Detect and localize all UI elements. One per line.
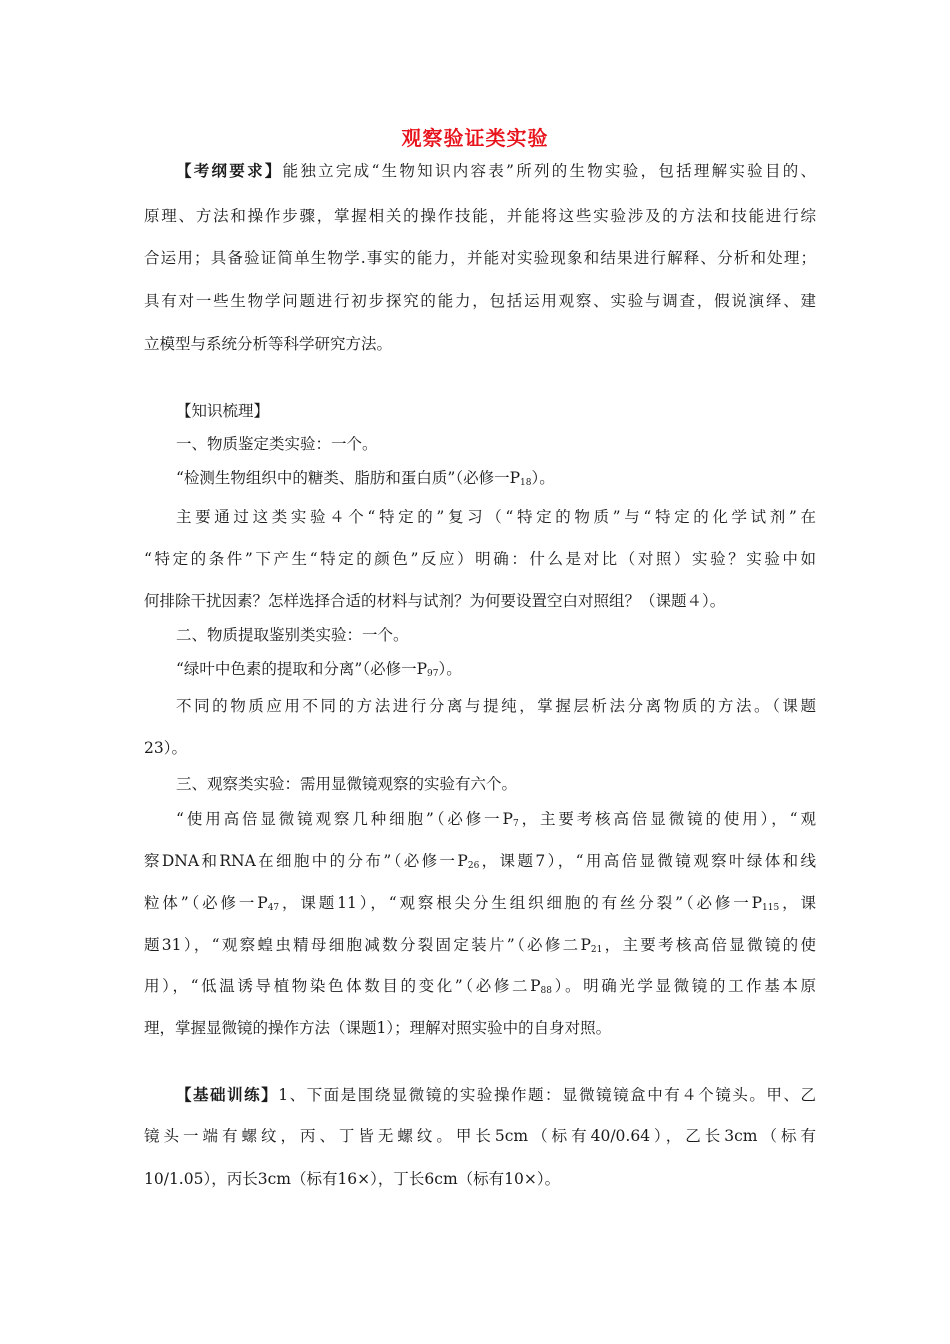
jichu-label: 【基础训练】: [176, 1085, 279, 1104]
jichu-line-3: 10/1.05），丙长3cm（标有16×），丁长6cm（标有10×）。: [144, 1170, 561, 1188]
section-3-line-2: [144, 850, 816, 872]
exp-text: “绿叶中色素的提取和分离”（必修一P: [176, 660, 428, 678]
jichu-line-1: [176, 1084, 816, 1106]
section-2-para-1: 不同的物质应用不同的方法进行分离与提纯，掌握层析法分离物质的方法。（课题: [176, 697, 816, 715]
exp-text: ，主要考核高倍显微镜的使用），“观: [518, 810, 816, 828]
exp-text: ）。: [438, 660, 462, 678]
zhishi-label: 【知识梳理】: [176, 402, 270, 420]
exp-text: ，课: [779, 894, 816, 912]
section-3-heading: 三、观察类实验：需用显微镜观察的实验有六个。: [176, 775, 518, 793]
exp-text: “使用高倍显微镜观察几种细胞”（必修一P: [176, 810, 513, 828]
jichu-text-1: 1、下面是围绕显微镜的实验操作题：显微镜镜盒中有４个镜头。甲、乙: [278, 1086, 816, 1104]
exp-text: 察DNA和RNA在细胞中的分布”（必修一P: [144, 852, 468, 870]
page-subscript: 88: [540, 986, 552, 996]
kaogang-label: 【考纲要求】: [176, 161, 283, 180]
page-subscript: 97: [427, 669, 439, 679]
section-1-heading: 一、物质鉴定类实验：一个。: [176, 435, 378, 453]
page-subscript: 115: [762, 903, 780, 913]
exp-text: ，课题11），“观察根尖分生组织细胞的有丝分裂”（必修一P: [279, 894, 763, 912]
jichu-line-2: 镜头一端有螺纹，丙、丁皆无螺纹。甲长5cm（标有40/0.64），乙长3cm（标有: [144, 1127, 816, 1145]
section-1-para-1: 主要通过这类实验４个“特定的”复习（“特定的物质”与“特定的化学试剂”在: [176, 508, 816, 526]
page-subscript: 21: [590, 945, 603, 955]
exp-text: 高倍显微镜观察叶绿体和线: [603, 852, 816, 870]
section-3-line-6: 理，掌握显微镜的操作方法（课题1）；理解对照实验中的自身对照。: [144, 1019, 612, 1037]
exp-text: ，主要考核高倍显微镜的使: [602, 936, 816, 954]
section-2-experiment: [176, 658, 816, 680]
exp-text: ）。: [531, 469, 555, 487]
page-subscript: 26: [467, 861, 480, 871]
section-2-heading: 二、物质提取鉴别类实验：一个。: [176, 626, 409, 644]
section-3-line-3: [144, 892, 816, 914]
section-1-experiment: [176, 467, 816, 489]
exp-text: 用），“低温诱导植物染色体数目的变化”（必修二P: [144, 977, 541, 995]
kaogang-line-3: 合运用；具备验证简单生物学.事实的能力，并能对实验现象和结果进行解释、分析和处理；: [144, 249, 816, 267]
section-3-line-4: [144, 934, 816, 956]
kaogang-line-5: 立模型与系统分析等科学研究方法。: [144, 335, 393, 353]
page-subscript: 47: [267, 903, 280, 913]
exp-text: “检测生物组织中的糖类、脂肪和蛋白质”（必修一P: [176, 469, 521, 487]
exp-text: ）。明确光学显微镜的工作基本原: [551, 977, 816, 995]
kaogang-line-2: 原理、方法和操作步骤，掌握相关的操作技能，并能将这些实验涉及的方法和技能进行综: [144, 207, 816, 225]
page-title: 观察验证类实验: [401, 126, 549, 150]
page-subscript: 7: [512, 819, 519, 829]
section-3-line-1: [176, 808, 816, 830]
section-3-line-5: [144, 975, 816, 997]
kaogang-line-4: 具有对一些生物学问题进行初步探究的能力，包括运用观察、实验与调查，假说演绎、建: [144, 292, 816, 310]
section-2-para-2: 23）。: [144, 739, 187, 757]
exp-text: 题31），“观察蝗虫精母细胞减数分裂固定装片”（必修二P: [144, 936, 591, 954]
section-1-para-2: “特定的条件”下产生“特定的颜色”反应）明确：什么是对比（对照）实验？实验中如: [144, 550, 816, 568]
exp-text: 粒体”（必修一P: [144, 894, 268, 912]
section-1-para-3: 何排除干扰因素？怎样选择合适的材料与试剂？为何要设置空白对照组？（课题４）。: [144, 592, 726, 610]
kaogang-text-1: 能独立完成“生物知识内容表”所列的生物实验，包括理解实验目的、: [282, 162, 816, 180]
page-subscript: 18: [520, 478, 532, 488]
exp-text: ，课题7），“用: [479, 852, 604, 870]
kaogang-line-1: [176, 160, 816, 182]
